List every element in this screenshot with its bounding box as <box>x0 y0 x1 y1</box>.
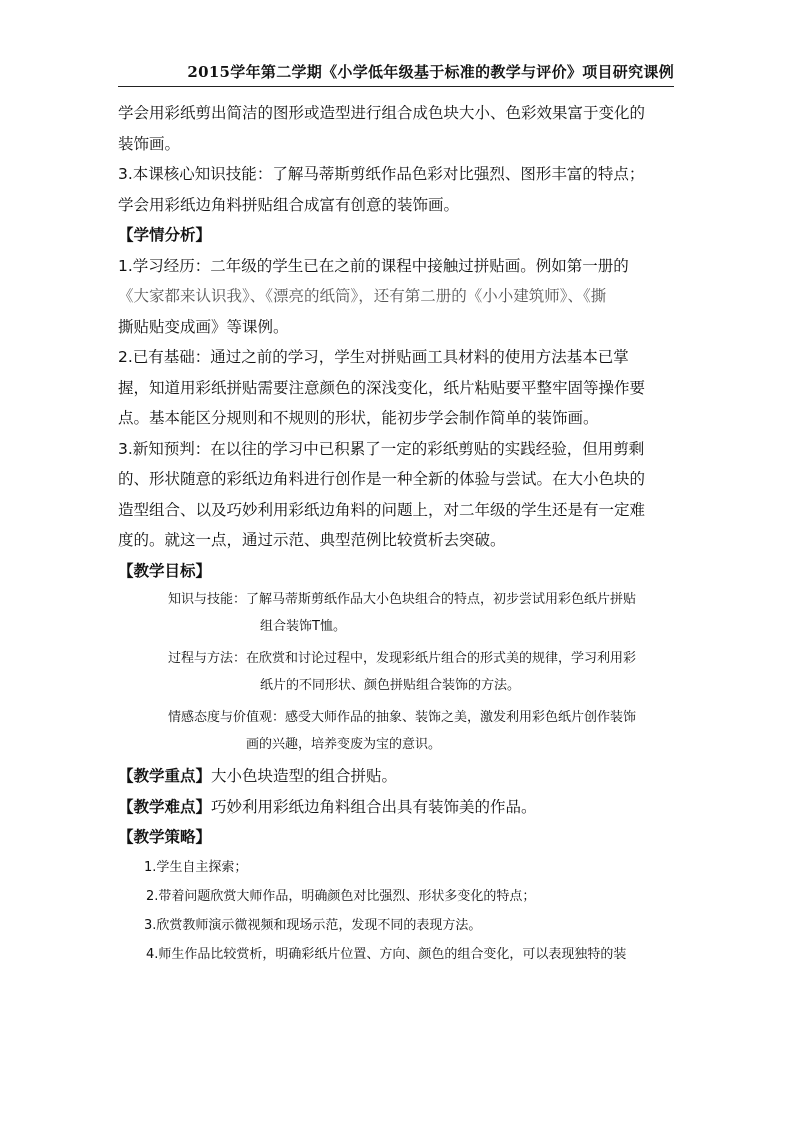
analysis-item-3-text: ：在以往的学习中已积累了一定的彩纸剪贴的实践经验，但用剪剩 <box>194 439 645 458</box>
goal-line: 纸片的不同形状、颜色拼贴组合装饰的方法。 <box>260 678 521 693</box>
header-title: 2015学年第二学期《小学低年级基于标准的教学与评价》项目研究课例 <box>187 63 674 81</box>
paragraph-line: 学会用彩纸边角料拼贴组合成富有创意的装饰画。 <box>118 195 460 214</box>
core-skill-text: ：了解马蒂斯剪纸作品色彩对比强烈、图形丰富的特点； <box>256 165 645 183</box>
analysis-item-1 <box>118 251 678 282</box>
goal-process <box>118 645 678 699</box>
goal-line: 过程与方法：在欣赏和讨论过程中，发现彩纸片组合的形式美的规律，学习利用彩 <box>168 651 637 666</box>
paragraph-line: 点。基本能区分规则和不规则的形状，能初步学会制作简单的装饰画。 <box>118 409 599 427</box>
key-point-heading: 【教学重点】 <box>118 767 212 785</box>
analysis-item-2-text: ：通过之前的学习，学生对拼贴画工具材料的使用方法基本已掌 <box>194 348 629 366</box>
analysis-item-1-text: ：二年级的学生已在之前的课程中接触过拼贴画。例如第一册的 <box>194 256 629 275</box>
page-header <box>118 60 674 87</box>
analysis-item-3-label: 3.新知预判 <box>118 439 195 458</box>
difficulty-heading: 【教学难点】 <box>118 797 212 816</box>
difficulty-text: 巧妙利用彩纸边角料组合出具有装饰美的作品。 <box>211 797 537 816</box>
core-skill-number: 3. <box>118 165 133 183</box>
difficulty-line <box>118 792 678 823</box>
strategy-item: 3.欣赏教师演示微视频和现场示范，发现不同的表现方法。 <box>144 917 482 933</box>
goal-line: 知识与技能：了解马蒂斯剪纸作品大小色块组合的特点，初步尝试用彩色纸片拼贴 <box>168 592 637 607</box>
goal-line: 情感态度与价值观：感受大师作品的抽象、装饰之美，激发利用彩色纸片创作装饰 <box>168 710 637 725</box>
analysis-item-1-label: 1.学习经历 <box>118 256 195 275</box>
strategy-item: 4.师生作品比较赏析，明确彩纸片位置、方向、颜色的组合变化，可以表现独特的装 <box>146 946 627 962</box>
key-point-text: 大小色块造型的组合拼贴。 <box>211 767 398 785</box>
strategy-item: 1.学生自主探索； <box>144 859 248 875</box>
core-skill-label: 本课核心知识技能 <box>132 165 257 183</box>
goal-line: 画的兴趣，培养变废为宝的意识。 <box>246 737 442 752</box>
goal-knowledge <box>118 586 678 640</box>
paragraph-line: 《大家都来认识我》、《漂亮的纸筒》，还有第二册的《小小建筑师》、《撕 <box>118 287 607 305</box>
analysis-item-2-label: 2.已有基础 <box>118 348 195 366</box>
paragraph-line: 撕贴贴变成画》等课例。 <box>118 317 289 336</box>
document-body <box>118 98 678 969</box>
paragraph-line: 的、形状随意的彩纸边角料进行创作是一种全新的体验与尝试。在大小色块的 <box>118 470 646 488</box>
paragraph-line: 学会用彩纸剪出简洁的图形或造型进行组合成色块大小、色彩效果富于变化的 <box>118 104 646 122</box>
analysis-item-3 <box>118 434 678 465</box>
paragraph-line: 握，知道用彩纸拼贴需要注意颜色的深浅变化，纸片粘贴要平整牢固等操作要 <box>118 378 646 397</box>
analysis-item-2 <box>118 342 678 373</box>
goal-attitude <box>118 704 678 758</box>
paragraph-line: 度的。就这一点，通过示范、典型范例比较赏析去突破。 <box>118 531 506 549</box>
paragraph-line: 造型组合、以及巧妙利用彩纸边角料的问题上，对二年级的学生还是有一定难 <box>118 500 646 519</box>
strategy-item: 2.带着问题欣赏大师作品，明确颜色对比强烈、形状多变化的特点； <box>146 888 536 904</box>
key-point-line <box>118 761 678 792</box>
core-skill-line <box>118 159 678 190</box>
goal-line: 组合装饰T恤。 <box>260 619 346 634</box>
paragraph-line: 装饰画。 <box>118 134 181 153</box>
goals-heading: 【教学目标】 <box>118 561 212 580</box>
strategy-heading: 【教学策略】 <box>118 828 212 846</box>
analysis-heading: 【学情分析】 <box>118 226 212 244</box>
